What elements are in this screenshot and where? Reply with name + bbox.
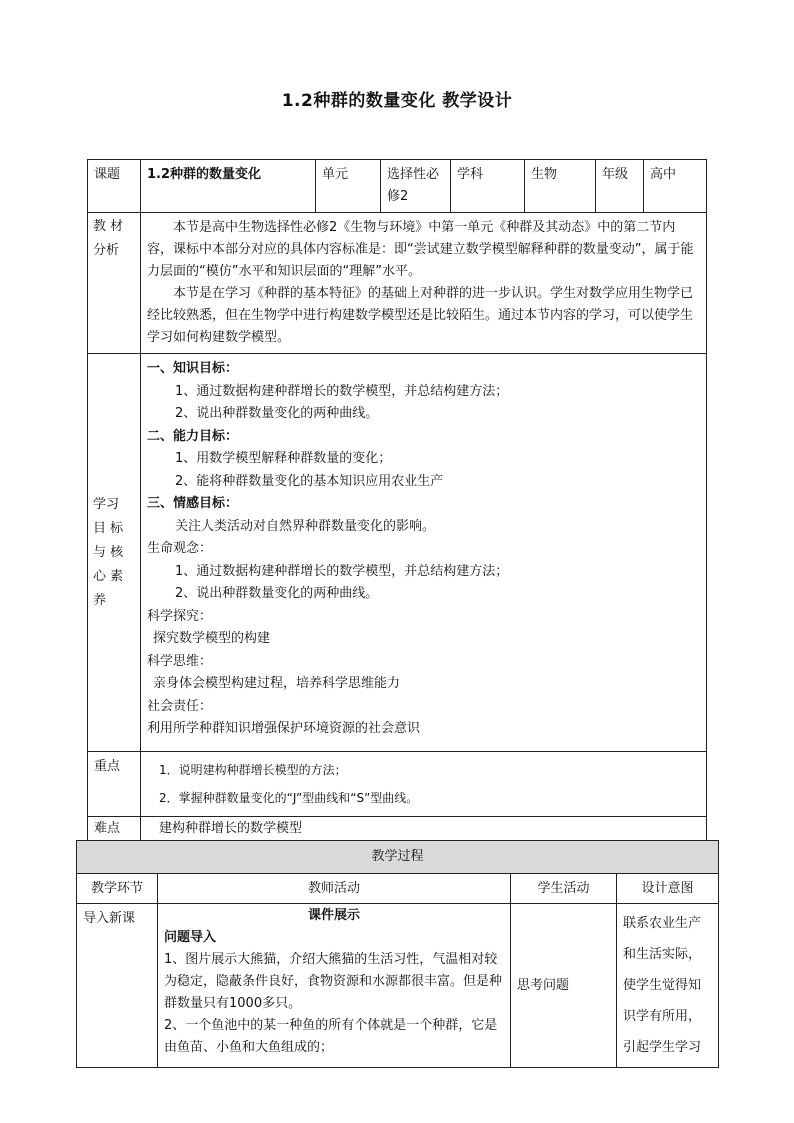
intro-design-intent: 联系农业生产和生活实际，使学生觉得知识学有所用，引起学生学习 (617, 904, 719, 1068)
subject-value: 生物 (525, 160, 596, 213)
ability-goal-1: 1、用数学模型解释种群数量的变化； (175, 451, 392, 466)
process-title-row (77, 841, 719, 874)
topic-value: 1.2种群的数量变化 (141, 160, 316, 213)
topic-label: 课题 (88, 160, 141, 213)
goals-content (141, 354, 707, 752)
intro-stage: 导入新课 (77, 904, 158, 1068)
ability-goal-2: 2、能将种群数量变化的基本知识应用农业生产 (175, 473, 444, 489)
goals-row (88, 354, 707, 752)
science-thinking-1: 亲身体会模型构建过程，培养科学思维能力 (153, 676, 401, 691)
life-concept-2: 2、说出种群数量变化的两种曲线。 (175, 586, 379, 601)
goals-label (88, 354, 141, 752)
analysis-label-2: 分析 (93, 243, 120, 258)
col-teacher-header: 教师活动 (158, 874, 511, 904)
unit-label: 单元 (316, 160, 381, 213)
process-header-row (77, 874, 719, 904)
science-inquiry-title: 科学探究： (147, 608, 213, 624)
analysis-row (88, 213, 707, 354)
emotion-goal-title: 三、情感目标： (147, 496, 239, 511)
analysis-paragraph-1: 本节是高中生物选择性必修2《生物与环境》中第一单元《种群及其动态》中的第二节内容，课标中本部分对应的具体内容标准是：即“尝试建立数学模型解释种群的数量变动”，属于能力层面的“模仿”水平和知识层面的“理解”水平。 (147, 220, 694, 279)
lesson-info-table (87, 159, 707, 845)
question-intro-heading: 问题导入 (164, 930, 217, 945)
col-stage-header: 教学环节 (77, 874, 158, 904)
col-intent-header: 设计意图 (617, 874, 719, 904)
analysis-paragraph-2: 本节是在学习《种群的基本特征》的基础上对种群的进一步认识。学生对数学应用生物学已经比较熟悉，但在生物学中进行构建数学模型还是比较陌生。通过本节内容的学习，可以使学生学习如何构建数学模型。 (147, 286, 694, 345)
ability-goal-title: 二、能力目标： (147, 428, 239, 444)
science-inquiry-1: 探究数学模型的构建 (153, 631, 271, 646)
science-thinking-title: 科学思维： (147, 653, 213, 669)
teacher-paragraph-1: 1、图片展示大熊猫，介绍大熊猫的生活习性，气温相对较为稳定，隐蔽条件良好，食物资源和水源都很丰富。但是种群数量只有1000多只。 (164, 952, 503, 1011)
knowledge-goal-2: 2、说出种群数量变化的两种曲线。 (175, 406, 379, 421)
grade-value: 高中 (644, 160, 707, 213)
knowledge-goal-1: 1、通过数据构建种群增长的数学模型，并总结构建方法； (175, 383, 509, 399)
teacher-paragraph-2: 2、一个鱼池中的某一种鱼的所有个体就是一个种群，它是由鱼苗、小鱼和大鱼组成的； (164, 1018, 498, 1055)
goals-label-5: 养 (93, 592, 107, 608)
goals-label-1: 学习 (93, 496, 120, 512)
col-student-header: 学生活动 (511, 874, 617, 904)
document-title: 1.2种群的数量变化 教学设计 (281, 91, 513, 111)
teaching-process-table (76, 840, 719, 1068)
goals-label-2: 目 标 (93, 520, 124, 536)
life-concept-1: 1、通过数据构建种群增长的数学模型，并总结构建方法； (175, 563, 509, 579)
grade-label: 年级 (596, 160, 644, 213)
goals-label-4: 心 素 (93, 568, 124, 584)
courseware-heading: 课件展示 (307, 908, 360, 923)
social-responsibility-title: 社会责任： (147, 698, 213, 714)
intro-teacher-activity (158, 904, 511, 1068)
key-points-row (88, 752, 707, 817)
key-points-content (141, 752, 707, 817)
difficulty-content: 建构种群增长的数学模型 (141, 817, 707, 845)
intro-row (77, 904, 719, 1068)
key-point-1: 1．说明建构种群增长模型的方法； (159, 763, 347, 777)
process-title: 教学过程 (77, 841, 719, 874)
knowledge-goal-title: 一、知识目标： (147, 361, 239, 376)
goals-label-3: 与 核 (93, 544, 124, 560)
difficulty-label: 难点 (88, 817, 141, 845)
header-row (88, 160, 707, 213)
analysis-label-1: 教 材 (93, 219, 124, 234)
social-responsibility-1: 利用所学种群知识增强保护环境资源的社会意识 (147, 721, 421, 736)
subject-label: 学科 (451, 160, 525, 213)
intro-student-activity: 思考问题 (511, 904, 617, 1068)
emotion-goal-1: 关注人类活动对自然界种群数量变化的影响。 (175, 518, 436, 534)
key-point-2: 2．掌握种群数量变化的“J”型曲线和“S”型曲线。 (159, 791, 419, 805)
key-points-label: 重点 (88, 752, 141, 817)
analysis-label (88, 213, 141, 354)
life-concept-title: 生命观念： (147, 541, 213, 556)
unit-value: 选择性必修2 (381, 160, 451, 213)
analysis-content (141, 213, 707, 354)
